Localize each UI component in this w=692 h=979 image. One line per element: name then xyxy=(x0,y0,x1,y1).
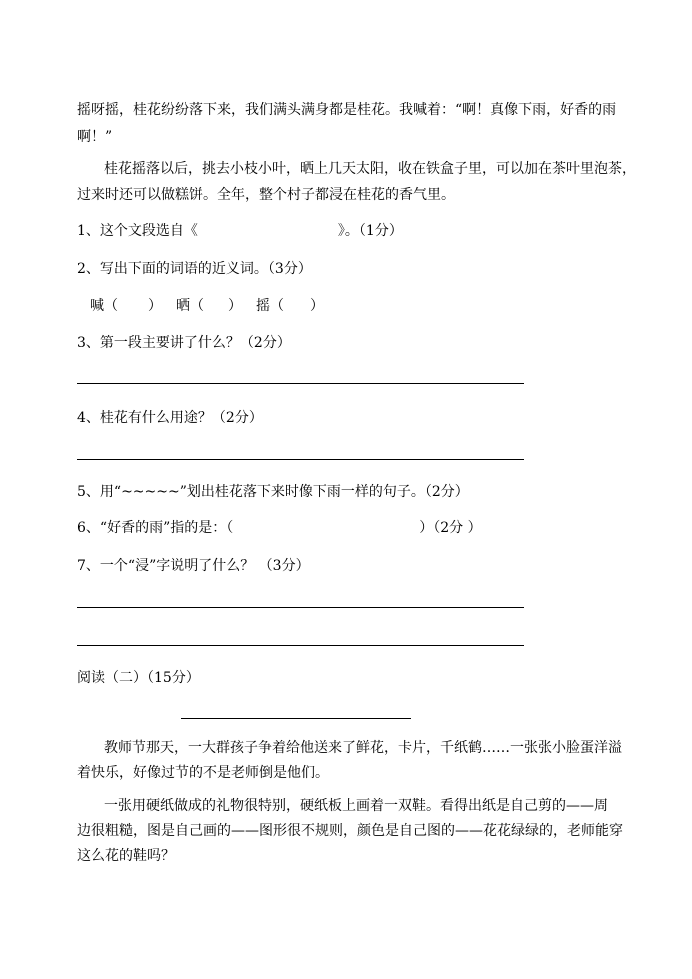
word-2-label: 晒（ xyxy=(176,298,204,314)
question-7-answer-line-2[interactable] xyxy=(77,645,524,646)
passage1-line-4: 过来时还可以做糕饼。全年，整个村子都浸在桂花的香气里。 xyxy=(77,187,455,203)
question-2-words xyxy=(90,297,324,315)
question-6-suffix: ）（2分 ） xyxy=(419,520,482,536)
question-4-answer-line[interactable] xyxy=(77,459,524,460)
reading-2-p2-line-3: 这么花的鞋吗？ xyxy=(77,848,175,864)
question-3: 3、第一段主要讲了什么？（2分） xyxy=(77,335,291,351)
question-1-prefix: 1、这个文段选自《 xyxy=(77,223,198,239)
question-7-answer-line-1[interactable] xyxy=(77,607,524,608)
question-7: 7、一个“浸”字说明了什么？ （3分） xyxy=(77,558,310,574)
word-2-close: ） xyxy=(228,298,242,314)
question-1-suffix: 》。（1分） xyxy=(337,223,403,239)
reading-2-p1-line-1: 教师节那天，一大群孩子争着给他送来了鲜花，卡片，千纸鹤……一张张小脸蛋洋溢 xyxy=(104,740,622,756)
question-3-answer-line[interactable] xyxy=(77,383,524,384)
word-1-close: ） xyxy=(148,298,162,314)
word-3-label: 摇（ xyxy=(256,298,284,314)
word-3-close: ） xyxy=(310,298,324,314)
reading-2-p2-line-2: 边很粗糙，图是自己画的——图形很不规则，颜色是自己图的——花花绿绿的，老师能穿 xyxy=(77,823,623,839)
reading-2-p1-line-2: 着快乐，好像过节的不是老师倒是他们。 xyxy=(77,765,329,781)
reading-2-title-blank[interactable] xyxy=(181,718,411,719)
question-4: 4、桂花有什么用途？（2分） xyxy=(77,410,263,426)
question-1 xyxy=(77,222,403,240)
question-6 xyxy=(77,519,482,537)
question-6-prefix: 6、“好香的雨”指的是：（ xyxy=(77,520,234,536)
word-1-label: 喊（ xyxy=(90,298,118,314)
question-5: 5、用“~~~~~”划出桂花落下来时像下雨一样的句子。（2分） xyxy=(77,484,469,500)
question-2: 2、写出下面的词语的近义词。（3分） xyxy=(77,261,312,277)
passage1-line-3: 桂花摇落以后，挑去小枝小叶，晒上几天太阳，收在铁盒子里，可以加在茶叶里泡茶， xyxy=(104,161,636,177)
reading-2-heading: 阅读（二）（15分） xyxy=(77,670,200,686)
passage1-line-2: 啊！” xyxy=(77,129,113,145)
passage1-line-1: 摇呀摇，桂花纷纷落下来，我们满头满身都是桂花。我喊着：“啊！真像下雨，好香的雨 xyxy=(77,102,617,118)
reading-2-p2-line-1: 一张用硬纸做成的礼物很特别，硬纸板上画着一双鞋。看得出纸是自己剪的——周 xyxy=(104,798,608,814)
